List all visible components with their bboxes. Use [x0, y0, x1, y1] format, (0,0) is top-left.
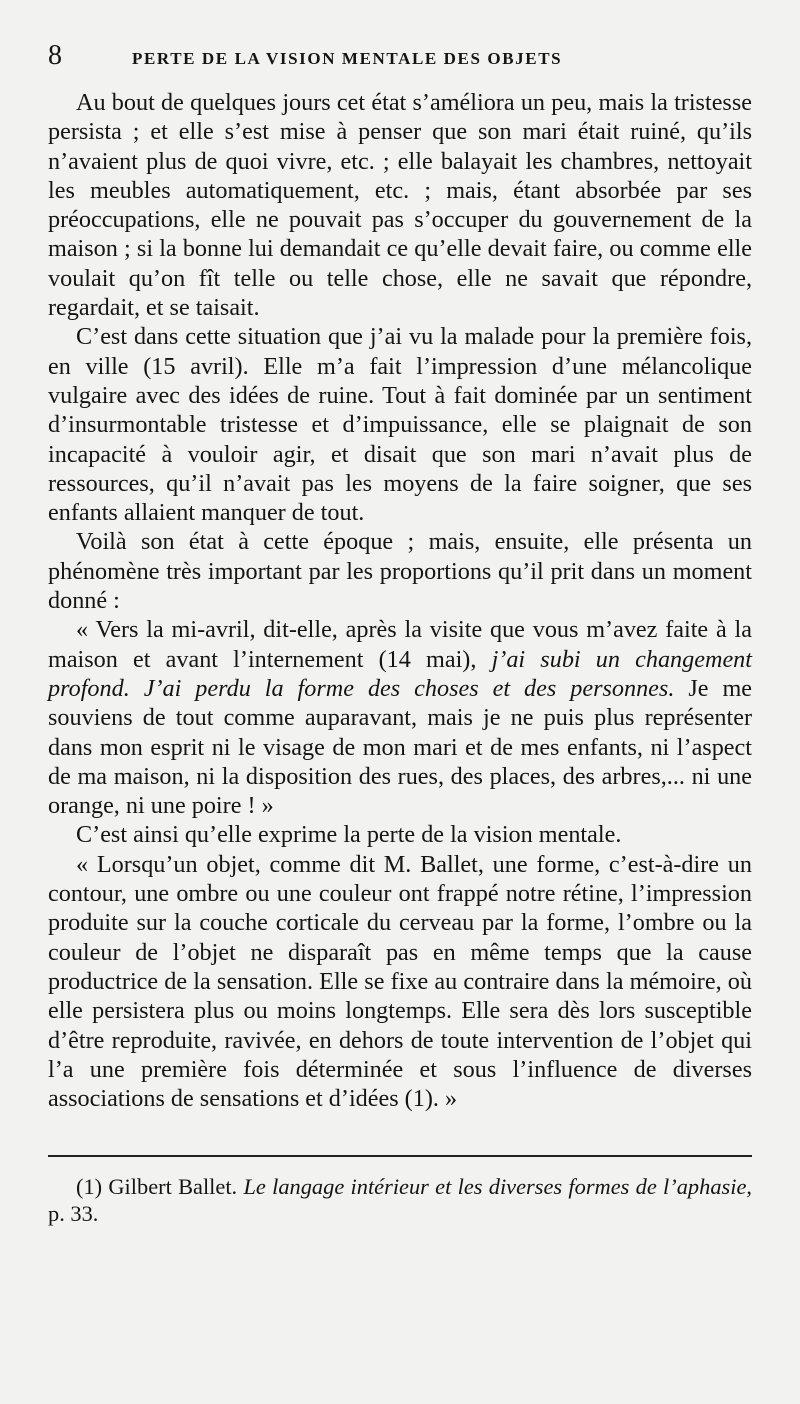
- footnote-lead: (1) Gilbert Ballet.: [76, 1174, 244, 1200]
- page-number: 8: [48, 40, 62, 71]
- footnote-rule: [48, 1155, 752, 1157]
- footnote-title: Le langage intérieur et les diverses formes de l’aphasie: [243, 1174, 747, 1200]
- running-title: PERTE DE LA VISION MENTALE DES OBJETS: [132, 49, 563, 68]
- quotation-paragraph: « Lorsqu’un objet, comme dit M. Ballet, une forme, c’est-à-dire un contour, une ombre ou une couleur ont frappé notre rétine, l’impression produite sur la couche corticale du cerveau par la forme, l’ombre ou la couleur de l’objet ne disparaît pas en même temps que la cause productrice de la sensation. Elle se fixe au contraire dans la mémoire, où elle persistera plus ou moins longtemps. Elle sera dès lors susceptible d’être reproduite, ravivée, en dehors de toute intervention de l’objet qui l’a une première fois déterminée et sous l’influence de diverses associations de sensations et d’idées (1). »: [48, 850, 752, 1113]
- paragraph: Voilà son état à cette époque ; mais, ensuite, elle présenta un phénomène très important par les proportions qu’il prit dans un moment donné :: [48, 528, 752, 615]
- paragraph: C’est ainsi qu’elle exprime la perte de la vision mentale.: [76, 821, 622, 849]
- body-text: [48, 88, 752, 1113]
- page-header: [48, 40, 752, 74]
- paragraph: C’est dans cette situation que j’ai vu la malade pour la première fois, en ville (15 avril). Elle m’a fait l’impression d’une mélancolique vulgaire avec des idées de ruine. Tout à fait dominée par un sentiment d’insurmontable tristesse et d’impuissance, elle se plaignait de son incapacité à vouloir agir, et disait que son mari n’avait plus de ressources, qu’il n’avait pas les moyens de la faire soigner, que ses enfants allaient manquer de tout.: [48, 323, 752, 527]
- quotation-text: « Vers la mi-avril, dit-elle, après la visite que vous m’avez faite à la maison et avant l’internement (14 mai),: [48, 616, 752, 673]
- paragraph: Au bout de quelques jours cet état s’améliora un peu, mais la tristesse persista ; et elle s’est mise à penser que son mari était ruiné, qu’ils n’avaient plus de quoi vivre, etc. ; elle balayait les chambres, nettoyait les meubles automatiquement, etc. ; mais, étant absorbée par ses préoccupations, elle ne pouvait pas s’occuper du gouvernement de la maison ; si la bonne lui demandait ce qu’elle devait faire, ou comme elle voulait qu’on fît telle ou telle chose, elle ne savait que répondre, regardait, et se taisait.: [48, 89, 752, 322]
- footnote: [48, 1173, 752, 1227]
- footnote-tail: , p. 33.: [48, 1174, 752, 1227]
- quotation-italic: j’ai subi un changement profond. J’ai perdu la forme des choses et des personnes.: [48, 645, 752, 702]
- quotation-paragraph: [48, 615, 752, 820]
- quotation-text: Je me souviens de tout comme auparavant, mais je ne puis plus représenter dans mon esprit ni le visage de mon mari et de mes enfants, ni l’aspect de ma maison, ni la disposition des rues, des places, des arbres,... ni une orange, ni une poire ! »: [48, 674, 753, 820]
